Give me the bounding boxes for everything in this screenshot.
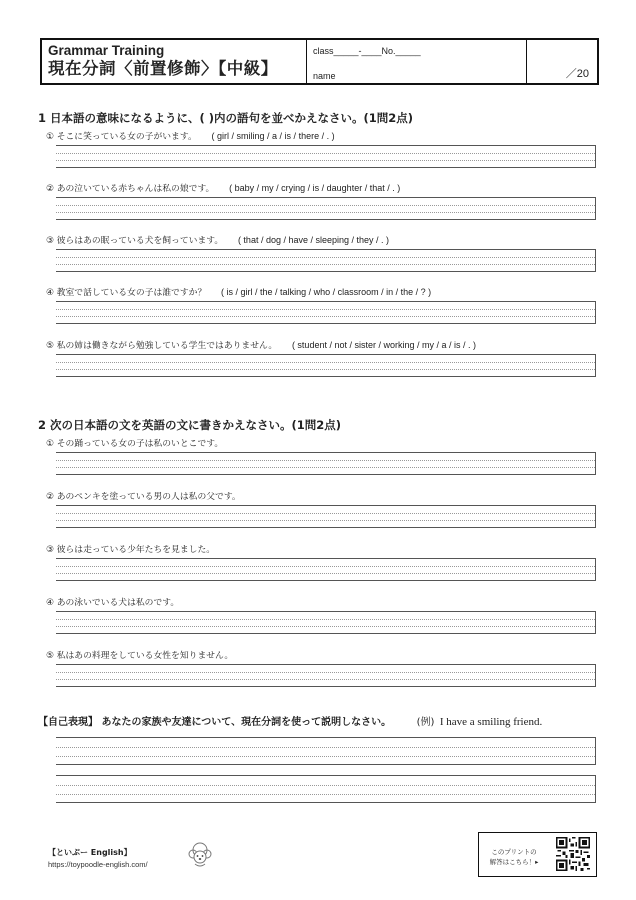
- answer-lines[interactable]: [56, 737, 596, 765]
- answer-text-line1: このプリントの: [491, 848, 537, 856]
- question-number: ③: [46, 545, 54, 555]
- question-number: ④: [46, 288, 54, 298]
- section2-question: [46, 542, 215, 555]
- answer-text-line2: 解答はこちら！▸: [489, 858, 539, 866]
- question-number: ⑤: [46, 341, 54, 351]
- brand-name: 【といぷー English】: [48, 848, 132, 857]
- question-japanese: 私はあの料理をしている女性を知りません。: [56, 651, 234, 661]
- section1-question: [46, 233, 389, 246]
- section2-question: [46, 595, 179, 608]
- question-japanese: あの泣いている赤ちゃんは私の娘です。: [56, 184, 215, 194]
- question-japanese: 彼らはあの眠っている犬を飼っています。: [56, 236, 224, 246]
- section2-question: [46, 489, 241, 502]
- student-info-cell: [307, 40, 527, 83]
- class-number-field: class_____-____No._____: [313, 46, 421, 56]
- answer-lines[interactable]: [56, 197, 596, 220]
- name-field: name: [313, 71, 336, 81]
- question-japanese: あのペンキを塗っている男の人は私の父です。: [56, 492, 241, 502]
- question-japanese: 彼らは走っている少年たちを見ました。: [56, 545, 216, 555]
- self-expression-label: 【自己表現】 あなたの家族や友達について、現在分詞を使って説明しなさい。: [38, 717, 392, 728]
- section1-question: [46, 129, 335, 142]
- answer-lines[interactable]: [56, 354, 596, 377]
- answer-lines[interactable]: [56, 558, 596, 581]
- worksheet-header: [40, 38, 599, 85]
- section1-question: [46, 285, 431, 298]
- section1-question: [46, 181, 400, 194]
- poodle-icon: [184, 838, 216, 870]
- answer-lines[interactable]: [56, 301, 596, 324]
- example-label: (例): [416, 717, 435, 728]
- score-total: ／20: [565, 68, 589, 80]
- section2-question: [46, 648, 233, 661]
- answer-link-box[interactable]: [478, 832, 597, 877]
- question-words: ( is / girl / the / talking / who / classroom / in / the / ? ): [221, 287, 432, 297]
- qr-code-icon[interactable]: [556, 837, 590, 871]
- question-number: ③: [46, 236, 54, 246]
- section2-question: [46, 436, 223, 449]
- section2-title: 2 次の日本語の文を英語の文に書きかえなさい。(1問2点): [38, 418, 342, 432]
- question-number: ⑤: [46, 651, 54, 661]
- question-number: ②: [46, 184, 54, 194]
- question-number: ④: [46, 598, 54, 608]
- question-number: ②: [46, 492, 54, 502]
- question-words: ( that / dog / have / sleeping / they / . ): [237, 235, 390, 245]
- title-cell: [42, 40, 307, 83]
- question-japanese: 私の姉は働きながら勉強している学生ではありません。: [56, 341, 278, 351]
- question-words: ( student / not / sister / working / my / a / is / . ): [291, 340, 476, 350]
- answer-lines[interactable]: [56, 452, 596, 475]
- answer-lines[interactable]: [56, 505, 596, 528]
- example-text: I have a smiling friend.: [439, 716, 543, 728]
- question-words: ( baby / my / crying / is / daughter / that / . ): [229, 183, 401, 193]
- answer-lines[interactable]: [56, 775, 596, 803]
- answer-lines[interactable]: [56, 145, 596, 168]
- question-words: ( girl / smiling / a / is / there / . ): [211, 131, 335, 141]
- section1-question: [46, 338, 476, 351]
- question-number: ①: [46, 439, 54, 449]
- score-cell: [527, 40, 597, 83]
- section1-title: 1 日本語の意味になるように、( )内の語句を並べかえなさい。(1問2点): [38, 111, 414, 125]
- answer-lines[interactable]: [56, 664, 596, 687]
- site-url[interactable]: https://toypoodle-english.com/: [48, 860, 148, 869]
- title-japanese: 現在分詞〈前置修飾〉【中級】: [48, 59, 278, 78]
- title-english: Grammar Training: [48, 43, 165, 58]
- question-japanese: そこに笑っている女の子がいます。: [56, 132, 197, 142]
- question-japanese: その踊っている女の子は私のいとこです。: [56, 439, 224, 449]
- question-japanese: あの泳いでいる犬は私のです。: [56, 598, 180, 608]
- answer-lines[interactable]: [56, 611, 596, 634]
- answer-lines[interactable]: [56, 249, 596, 272]
- self-expression-title: [38, 713, 542, 728]
- question-number: ①: [46, 132, 54, 142]
- question-japanese: 教室で話している女の子は誰ですか？: [56, 288, 207, 298]
